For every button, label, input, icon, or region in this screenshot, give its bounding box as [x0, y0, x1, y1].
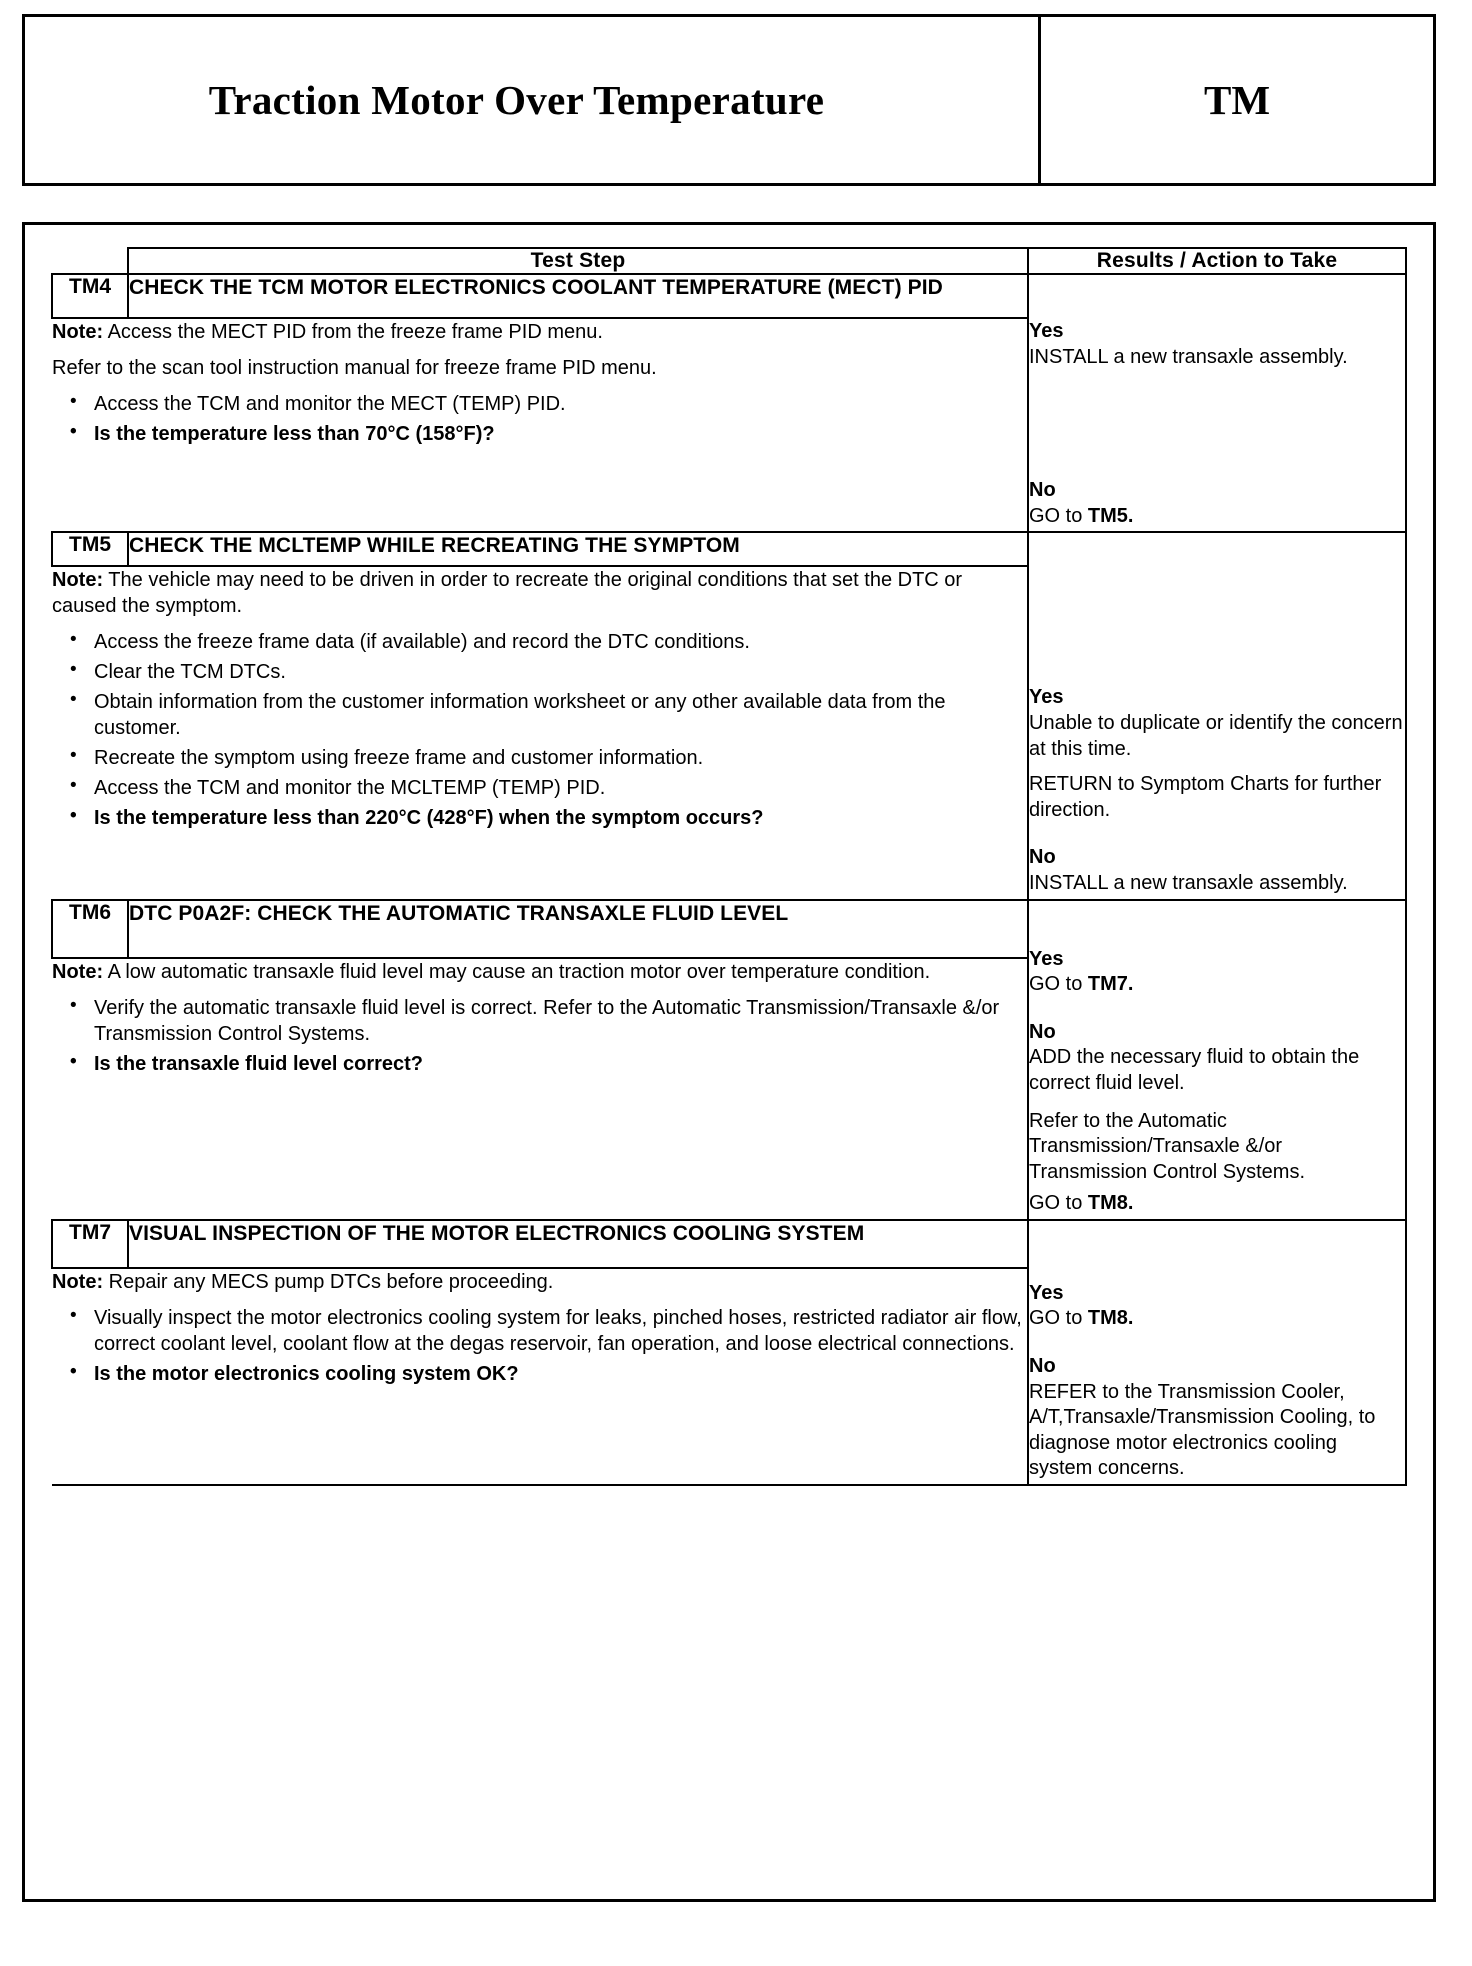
- list-item: • Clear the TCM DTCs.: [52, 659, 1027, 685]
- step-title: DTC P0A2F: CHECK THE AUTOMATIC TRANSAXLE FLUID LEVEL: [128, 900, 1028, 958]
- result-yes-label: Yes: [1029, 320, 1064, 342]
- list-item: • Obtain information from the customer information worksheet or any other available data from the customer.: [52, 689, 1027, 741]
- step-id: TM6: [52, 900, 128, 958]
- note-text: A low automatic transaxle fluid level may cause an traction motor over temperature condition.: [103, 960, 931, 983]
- result-no-target: TM8.: [1087, 1192, 1134, 1215]
- step-bullet-list: [52, 995, 1027, 1077]
- note-label: Note:: [52, 321, 104, 344]
- table-row: [52, 274, 1406, 318]
- list-item: • Access the TCM and monitor the MCLTEMP (TEMP) PID.: [52, 775, 1027, 801]
- list-item: • Verify the automatic transaxle fluid level is correct. Refer to the Automatic Transmission/Transaxle &/or Transmission Control Systems.: [52, 995, 1027, 1047]
- result-no-text: REFER to the Transmission Cooler, A/T,Transaxle/Transmission Cooling, to diagnose motor electronics cooling system concerns.: [1029, 1380, 1376, 1480]
- table-header-row: [52, 248, 1406, 274]
- step-title: CHECK THE TCM MOTOR ELECTRONICS COOLANT TEMPERATURE (MECT) PID: [128, 274, 1028, 318]
- result-yes-label: Yes: [1029, 947, 1064, 970]
- result-yes-label: Yes: [1029, 686, 1064, 709]
- result-yes-text: INSTALL a new transaxle assembly.: [1029, 345, 1348, 368]
- step-id: TM4: [52, 274, 128, 318]
- diagnostic-chart-table: [51, 247, 1407, 1486]
- page-title: Traction Motor Over Temperature: [208, 77, 825, 123]
- step-detail: [52, 318, 1028, 532]
- list-item: • Is the temperature less than 70°C (158°F)?: [52, 421, 1027, 447]
- note-text: Repair any MECS pump DTCs before proceeding.: [103, 1271, 554, 1294]
- note-label: Note:: [52, 960, 104, 983]
- result-no-text: INSTALL a new transaxle assembly.: [1029, 871, 1348, 894]
- list-item: • Is the transaxle fluid level correct?: [52, 1051, 1027, 1077]
- page-header: [22, 14, 1436, 186]
- diagnostic-chart-frame: [22, 222, 1436, 1902]
- list-item: • Recreate the symptom using freeze frame and customer information.: [52, 745, 1027, 771]
- step-results: [1028, 900, 1406, 1220]
- result-yes-target: TM7.: [1087, 973, 1134, 996]
- result-no-label: No: [1029, 1020, 1056, 1043]
- header-title-cell: [25, 17, 1041, 183]
- step-detail: [52, 566, 1028, 899]
- result-yes-text-2: RETURN to Symptom Charts for further direction.: [1029, 773, 1382, 821]
- list-item: • Access the TCM and monitor the MECT (TEMP) PID.: [52, 391, 1027, 417]
- step-bullet-list: [52, 629, 1027, 831]
- column-header-results: Results / Action to Take: [1028, 248, 1406, 274]
- result-no-text-2: Refer to the Automatic Transmission/Transaxle &/or Transmission Control Systems.: [1029, 1109, 1305, 1183]
- table-row: [52, 1220, 1406, 1268]
- step-results: [1028, 532, 1406, 899]
- step-results: [1028, 274, 1406, 532]
- result-no-text: GO to: [1029, 504, 1083, 527]
- step-title: VISUAL INSPECTION OF THE MOTOR ELECTRONICS COOLING SYSTEM: [128, 1220, 1028, 1268]
- note-label: Note:: [52, 569, 104, 592]
- result-no-label: No: [1029, 479, 1056, 502]
- result-yes-label: Yes: [1029, 1281, 1064, 1304]
- result-yes-text: GO to: [1029, 973, 1083, 996]
- step-detail: [52, 958, 1028, 1220]
- result-yes-target: TM8.: [1087, 1307, 1134, 1330]
- note-text: Access the MECT PID from the freeze frame PID menu.: [103, 321, 603, 344]
- list-item: • Is the motor electronics cooling system OK?: [52, 1361, 1027, 1387]
- table-row: [52, 532, 1406, 566]
- step-paragraph: Refer to the scan tool instruction manual for freeze frame PID menu.: [52, 357, 657, 380]
- step-id: TM5: [52, 532, 128, 566]
- note-text: The vehicle may need to be driven in order to recreate the original conditions that set the DTC or caused the symptom.: [52, 569, 963, 618]
- list-item: • Visually inspect the motor electronics cooling system for leaks, pinched hoses, restricted radiator air flow, correct coolant level, coolant flow at the degas reservoir, fan operation, and loose electrical connections.: [52, 1305, 1027, 1357]
- result-no-text: ADD the necessary fluid to obtain the correct fluid level.: [1029, 1046, 1360, 1094]
- result-yes-text: Unable to duplicate or identify the concern at this time.: [1029, 711, 1403, 760]
- result-no-target: TM5.: [1087, 504, 1134, 527]
- list-item: • Is the temperature less than 220°C (428°F) when the symptom occurs?: [52, 805, 1027, 831]
- section-code: TM: [1203, 77, 1271, 123]
- column-header-test-step: Test Step: [128, 248, 1028, 274]
- table-row: [52, 900, 1406, 958]
- list-item: • Access the freeze frame data (if available) and record the DTC conditions.: [52, 629, 1027, 655]
- step-results: [1028, 1220, 1406, 1485]
- step-id: TM7: [52, 1220, 128, 1268]
- result-no-text-3: GO to: [1029, 1192, 1083, 1215]
- result-no-label: No: [1029, 846, 1056, 869]
- header-blank-cell: [52, 248, 128, 274]
- step-bullet-list: [52, 1305, 1027, 1387]
- step-title: CHECK THE MCLTEMP WHILE RECREATING THE SYMPTOM: [128, 532, 1028, 566]
- result-no-label: No: [1029, 1355, 1056, 1378]
- note-label: Note:: [52, 1271, 104, 1294]
- header-code-cell: [1041, 17, 1433, 183]
- result-yes-text: GO to: [1029, 1307, 1083, 1330]
- step-bullet-list: [52, 391, 1027, 447]
- step-detail: [52, 1268, 1028, 1485]
